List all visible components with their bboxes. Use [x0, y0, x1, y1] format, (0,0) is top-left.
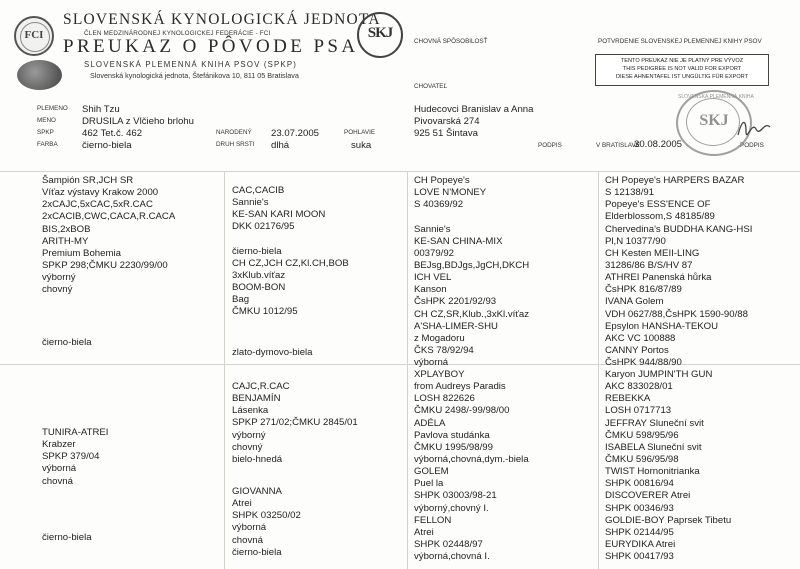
great-grandparents-top-column — [414, 175, 529, 369]
dam-line: výborná — [42, 463, 77, 475]
gggp-line: AKC 833028/01 — [605, 381, 673, 393]
export-note-line-1: TENTO PREUKAZ NIE JE PLATNÝ PRE VÝVOZ — [620, 58, 744, 64]
label-sex: POHLAVIE — [344, 129, 376, 136]
sire-column — [42, 175, 175, 296]
skj-logo — [357, 12, 403, 58]
sire-line: Víťaz výstavy Krakow 2000 — [42, 187, 159, 199]
gp-line: 3xKlub.víťaz — [232, 269, 286, 281]
gp-line: KE-SAN KARI MOON — [232, 209, 326, 221]
gp-line — [232, 234, 349, 246]
great-great-grandparents-top-column — [605, 175, 752, 369]
gp-line: DKK 02176/95 — [232, 221, 295, 233]
ggp-line: výborný,chovný I. — [414, 502, 489, 514]
dam-line: Krabzer — [42, 439, 76, 451]
dam-line: TUNIRA-ATREI — [42, 427, 109, 438]
ggp-line: ADÉLA — [414, 417, 446, 429]
dog-sex: suka — [351, 140, 372, 151]
pedigree-top-rule — [0, 171, 800, 172]
gggp-line: SHPK 00346/93 — [605, 502, 674, 514]
gggp-line: Pl,N 10377/90 — [605, 235, 666, 247]
ggp-line: ČKS 78/92/94 — [414, 344, 474, 356]
dog-coat: dlhá — [271, 140, 290, 151]
registry-stamp: SLOVENSKÁ PLEMENNÁ KNIHA SKJ — [676, 90, 752, 156]
gp-line: bielo-hnedá — [232, 453, 283, 465]
org-address: Slovenská kynologická jednota, Štefánikova 10, 811 05 Bratislava — [90, 71, 299, 80]
ggp-line: Kanson — [414, 284, 447, 296]
ggp-line: Pavlova studánka — [414, 429, 490, 441]
dam-color: čierno-biela — [42, 532, 92, 543]
ggp-line: LOVE N'MONEY — [414, 187, 487, 199]
granddam-column — [232, 486, 301, 559]
great-great-grandparents-bottom-column — [605, 369, 731, 563]
label-breeding-fitness: CHOVNÁ SPÔSOBILOSŤ — [414, 38, 488, 45]
label-signature-registry: PODPIS — [740, 142, 764, 149]
ggp-line: ICH VEL — [414, 272, 452, 284]
gggp-line: AKC VC 100888 — [605, 332, 676, 344]
gggp-line: SHPK 00816/94 — [605, 478, 674, 490]
ggp-line: Sannie's — [414, 223, 451, 235]
ggp-line: LOSH 822626 — [414, 393, 475, 405]
sire-line: chovný — [42, 284, 73, 296]
dog-breed: Shih Tzu — [82, 104, 120, 115]
label-coat: DRUH SRSTI — [216, 141, 255, 148]
sire-line: výborný — [42, 272, 76, 284]
label-breeder: CHOVATEĽ — [414, 83, 448, 90]
gp-line: BENJAMÍN — [232, 393, 281, 405]
gp-line: BOOM-BON — [232, 282, 286, 294]
sire-line: ARITH-MY — [42, 235, 89, 247]
org-subtitle: ČLEN MEDZINÁRODNEJ KYNOLOGICKEJ FEDERÁCIE - FCI — [84, 30, 271, 37]
gggp-line: Karyon JUMPIN'TH GUN — [605, 369, 713, 380]
sire-line: 2xCACIB,CWC,CACA,R.CACA — [42, 211, 176, 223]
gggp-line: ISABELA Sluneční svit — [605, 441, 702, 453]
ggp-line: S 40369/92 — [414, 199, 464, 211]
ggp-line: ČsHPK 2201/92/93 — [414, 296, 497, 308]
column-divider-3 — [598, 171, 599, 569]
gp-line: Atrei — [232, 498, 252, 510]
gp-line: GIOVANNA — [232, 486, 282, 497]
gggp-line: EURYDIKA Atrei — [605, 538, 676, 550]
gp-line: CAJC,R.CAC — [232, 381, 290, 392]
gggp-line: CH Popeye's HARPERS BAZAR — [605, 175, 745, 186]
ggp-line: GOLEM — [414, 466, 449, 478]
owner-name: Hudecovci Branislav a Anna — [414, 104, 534, 115]
issue-date: 30.08.2005 — [634, 139, 683, 150]
gp-ss-color: zlato-dymovo-biela — [232, 347, 313, 358]
column-divider-1 — [224, 171, 225, 569]
sire-line: Premium Bohemia — [42, 247, 121, 259]
gggp-line: TWIST Hornonitrianka — [605, 466, 700, 478]
gggp-line: Chervedina's BUDDHA KANG-HSI — [605, 223, 753, 235]
gp-line: čierno-biela — [232, 245, 282, 257]
export-note-line-2: THIS PEDIGREE IS NOT VALID FOR EXPORT — [622, 66, 742, 72]
label-signature-owner: PODPIS — [538, 142, 562, 149]
gggp-line: CANNY Portos — [605, 344, 669, 356]
label-color: FARBA — [37, 141, 58, 148]
grandsire-sire-column — [232, 185, 349, 319]
ggp-line: výborná — [414, 357, 449, 369]
ggp-line: CH Popeye's — [414, 175, 470, 186]
ggp-line — [414, 211, 529, 223]
gggp-line: 31286/86 B/S/HV 87 — [605, 259, 693, 271]
gp-line: chovná — [232, 534, 263, 546]
gggp-line: ČsHPK 944/88/90 — [605, 357, 682, 369]
grandsire-dam-column — [232, 381, 358, 466]
ggp-line: FELLON — [414, 514, 452, 526]
gp-line: čierno-biela — [232, 546, 282, 558]
gp-line: Bag — [232, 294, 250, 306]
ggp-line: SHPK 02448/97 — [414, 538, 483, 550]
fci-logo — [14, 16, 54, 56]
gggp-line: CH Kesten MEII-LING — [605, 247, 700, 259]
sire-color: čierno-biela — [42, 337, 92, 348]
ggp-line: A'SHA-LIMER-SHU — [414, 320, 498, 332]
gggp-line: GOLDIE-BOY Paprsek Tibetu — [605, 514, 732, 526]
gggp-line: JEFFRAY Sluneční svit — [605, 417, 704, 429]
label-in-bratislava: V BRATISLAVE — [596, 142, 640, 149]
export-note-line-3: DIESE AHNENTAFEL IST UNGÜLTIG FÜR EXPORT — [615, 74, 749, 80]
gp-line: CAC,CACIB — [232, 185, 285, 196]
sire-line: Šampión SR,JCH SR — [42, 175, 134, 186]
gray-seal — [17, 60, 62, 90]
dog-name: DRUSILA z Vlčieho brlohu — [82, 116, 194, 127]
gggp-line: DISCOVERER Atrei — [605, 490, 691, 502]
dam-line: chovná — [42, 475, 73, 487]
gggp-line: LOSH 0717713 — [605, 405, 672, 417]
dog-born: 23.07.2005 — [271, 128, 320, 139]
sire-line: BIS,2xBOB — [42, 223, 91, 235]
gp-line: SPKP 271/02;ČMKU 2845/01 — [232, 417, 358, 429]
gggp-line: ATHREI Panenská hůrka — [605, 272, 712, 284]
sire-line: SPKP 298;ČMKU 2230/99/00 — [42, 259, 168, 271]
ggp-line: BEJsg,BDJgs,JgCH,DKCH — [414, 259, 530, 271]
skj-logo-text: SKJ — [367, 25, 393, 41]
gggp-line: REBEKKA — [605, 393, 651, 405]
gggp-line: SHPK 00417/93 — [605, 551, 674, 563]
ggp-line: 00379/92 — [414, 247, 455, 259]
sire-line: 2xCAJC,5xCAC,5xR.CAC — [42, 199, 153, 211]
ggp-line: KE-SAN CHINA-MIX — [414, 235, 503, 247]
gggp-line: ČMKU 598/95/96 — [605, 429, 679, 441]
org-name: SLOVENSKÁ KYNOLOGICKÁ JEDNOTA — [63, 11, 381, 28]
ggp-line: výborná,chovná,dym.-biela — [414, 453, 529, 465]
export-note-box — [595, 54, 769, 86]
ggp-line: ČMKU 2498/-99/98/00 — [414, 405, 510, 417]
label-spkp: SPKP — [37, 129, 54, 136]
ggp-line: výborná,chovná I. — [414, 551, 490, 563]
label-born: NARODENÝ — [216, 129, 252, 136]
ggp-line: CH CZ,SR,Klub.,3xKl.víťaz — [414, 308, 530, 320]
gp-line: CH CZ,JCH CZ,Kl.CH,BOB — [232, 257, 349, 269]
gp-line: SHPK 03250/02 — [232, 510, 301, 522]
ggp-line: XPLAYBOY — [414, 369, 465, 380]
signature-scribble — [736, 117, 772, 144]
gggp-line: S 12138/91 — [605, 187, 655, 199]
document-title: PREUKAZ O PÔVODE PSA — [63, 36, 359, 57]
gggp-line: ČMKU 596/95/98 — [605, 453, 679, 465]
gggp-line: IVANA Golem — [605, 296, 664, 308]
ggp-line: from Audreys Paradis — [414, 381, 506, 393]
dog-spkp: 462 Tet.č. 462 — [82, 128, 143, 139]
gp-line: chovný — [232, 441, 263, 453]
label-name: MENO — [37, 117, 56, 124]
ggp-line: SHPK 03003/98-21 — [414, 490, 497, 502]
gggp-line: Popeye's ESS'ENCE OF — [605, 199, 711, 211]
dog-color: čierno-biela — [82, 140, 132, 151]
gp-line: Lásenka — [232, 405, 269, 417]
gggp-line: Epsylon HANSHA-TEKOU — [605, 320, 719, 332]
gggp-line: SHPK 02144/95 — [605, 526, 674, 538]
gp-line: Sannie's — [232, 197, 269, 209]
ggp-line: ČMKU 1995/98/99 — [414, 441, 493, 453]
gggp-line: Elderblossom,S 48185/89 — [605, 211, 715, 223]
column-divider-2 — [407, 171, 408, 569]
gp-line: výborný — [232, 429, 266, 441]
ggp-line: Puel la — [414, 478, 444, 490]
owner-city: 925 51 Šintava — [414, 128, 479, 139]
ggp-line: Atrei — [414, 526, 434, 538]
fci-logo-text: FCI — [24, 29, 44, 41]
ggp-line: z Mogadoru — [414, 332, 465, 344]
dam-line: SPKP 379/04 — [42, 451, 100, 463]
dam-column — [42, 427, 108, 488]
great-grandparents-bottom-column — [414, 369, 529, 563]
label-confirmation: POTVRDENIE SLOVENSKEJ PLEMENNEJ KNIHY PSOV — [598, 38, 762, 45]
gp-line: výborná — [232, 522, 267, 534]
owner-street: Pivovarská 274 — [414, 116, 480, 127]
studbook-name: SLOVENSKÁ PLEMENNÁ KNIHA PSOV (SPKP) — [84, 60, 298, 69]
label-breed: PLEMENO — [37, 105, 68, 112]
gggp-line: ČsHPK 816/87/89 — [605, 284, 682, 296]
stamp-text: SLOVENSKÁ PLEMENNÁ KNIHA — [678, 94, 754, 100]
gggp-line: VDH 0627/88,ČsHPK 1590-90/88 — [605, 308, 748, 320]
gp-line: ČMKU 1012/95 — [232, 306, 298, 318]
